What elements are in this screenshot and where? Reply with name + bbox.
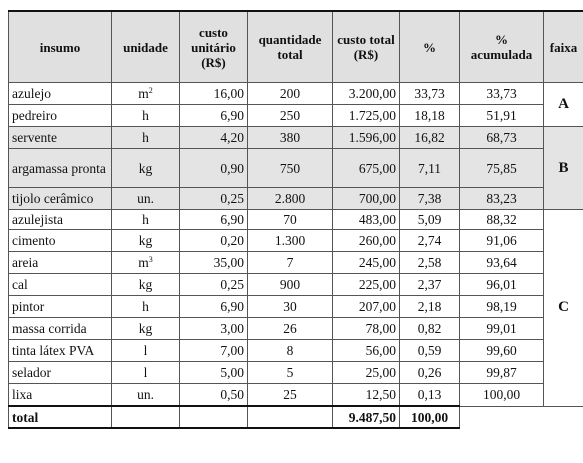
- cell-pct: 2,74: [400, 230, 460, 252]
- header-faixa: faixa: [544, 11, 583, 83]
- total-row: [9, 406, 583, 428]
- header-custo-total: custo total (R$): [333, 11, 400, 83]
- cell-pct-acum: 99,60: [460, 340, 544, 362]
- total-label: total: [9, 406, 112, 428]
- cell-pct: 5,09: [400, 210, 460, 230]
- cell-pct: 2,18: [400, 296, 460, 318]
- cell-custo-unitario: 6,90: [180, 105, 248, 127]
- cell-quantidade: 8: [248, 340, 333, 362]
- cell-pct: 7,38: [400, 188, 460, 210]
- table-row: [9, 384, 583, 407]
- cell-custo-total: 225,00: [333, 274, 400, 296]
- header-custo-unitario: custo unitário (R$): [180, 11, 248, 83]
- cell-pct: 33,73: [400, 83, 460, 105]
- cell-custo-total: 56,00: [333, 340, 400, 362]
- table-row: [9, 296, 583, 318]
- cell-pct-acum: 83,23: [460, 188, 544, 210]
- cell-quantidade: 900: [248, 274, 333, 296]
- cell-unidade: un.: [112, 384, 180, 407]
- cell-quantidade: 380: [248, 127, 333, 149]
- cell-pct-acum: 100,00: [460, 384, 544, 407]
- cell-pct-acum: 91,06: [460, 230, 544, 252]
- cell-quantidade: 70: [248, 210, 333, 230]
- cell-custo-unitario: 6,90: [180, 296, 248, 318]
- table-row: [9, 149, 583, 188]
- cell-custo-unitario: 3,00: [180, 318, 248, 340]
- cell-pct-acum: 75,85: [460, 149, 544, 188]
- total-empty-unidade: [112, 406, 180, 428]
- header-percent-acumulada: % acumulada: [460, 11, 544, 83]
- table-row: [9, 188, 583, 210]
- faixa-c: C: [544, 210, 583, 407]
- cell-custo-total: 1.596,00: [333, 127, 400, 149]
- cell-pct-acum: 99,87: [460, 362, 544, 384]
- cell-unidade: $m^2$: [112, 83, 180, 105]
- cell-insumo: massa corrida: [9, 318, 112, 340]
- total-empty-faixa: [544, 406, 583, 428]
- cell-insumo: argamassa pronta: [9, 149, 112, 188]
- cell-pct-acum: 51,91: [460, 105, 544, 127]
- table-row: [9, 230, 583, 252]
- cell-quantidade: 2.800: [248, 188, 333, 210]
- cell-custo-unitario: 6,90: [180, 210, 248, 230]
- cell-unidade: l: [112, 340, 180, 362]
- cell-insumo: areia: [9, 252, 112, 274]
- header-quantidade-total: quantidade total: [248, 11, 333, 83]
- cell-insumo: pintor: [9, 296, 112, 318]
- abc-cost-table: [8, 10, 583, 429]
- cell-unidade: h: [112, 210, 180, 230]
- total-empty-quantidade: [248, 406, 333, 428]
- cell-insumo: servente: [9, 127, 112, 149]
- cell-pct-acum: 88,32: [460, 210, 544, 230]
- cell-custo-unitario: 35,00: [180, 252, 248, 274]
- cell-pct-acum: 33,73: [460, 83, 544, 105]
- total-empty-pct-acum: [460, 406, 544, 428]
- cell-custo-unitario: 16,00: [180, 83, 248, 105]
- cell-quantidade: 26: [248, 318, 333, 340]
- cell-pct: 0,26: [400, 362, 460, 384]
- cell-quantidade: 750: [248, 149, 333, 188]
- cell-custo-total: 675,00: [333, 149, 400, 188]
- cell-insumo: tinta látex PVA: [9, 340, 112, 362]
- cell-pct: 2,58: [400, 252, 460, 274]
- cell-unidade: h: [112, 127, 180, 149]
- cell-custo-unitario: 7,00: [180, 340, 248, 362]
- cell-unidade: h: [112, 105, 180, 127]
- cell-pct-acum: 93,64: [460, 252, 544, 274]
- cell-quantidade: 7: [248, 252, 333, 274]
- cell-insumo: tijolo cerâmico: [9, 188, 112, 210]
- header-row: [9, 11, 583, 83]
- cell-custo-unitario: 0,20: [180, 230, 248, 252]
- abc-cost-table-container: [8, 10, 583, 429]
- header-insumo: insumo: [9, 11, 112, 83]
- cell-pct-acum: 98,19: [460, 296, 544, 318]
- table-row: [9, 127, 583, 149]
- table-row: [9, 318, 583, 340]
- header-percent: %: [400, 11, 460, 83]
- cell-custo-unitario: 0,50: [180, 384, 248, 407]
- cell-unidade: l: [112, 362, 180, 384]
- cell-quantidade: 200: [248, 83, 333, 105]
- cell-pct-acum: 68,73: [460, 127, 544, 149]
- cell-unidade: h: [112, 296, 180, 318]
- cell-pct: 16,82: [400, 127, 460, 149]
- cell-quantidade: 1.300: [248, 230, 333, 252]
- cell-unidade: kg: [112, 318, 180, 340]
- total-custo: 9.487,50: [333, 406, 400, 428]
- table-row: [9, 210, 583, 230]
- cell-insumo: cal: [9, 274, 112, 296]
- cell-insumo: pedreiro: [9, 105, 112, 127]
- table-row: [9, 274, 583, 296]
- cell-custo-unitario: 0,90: [180, 149, 248, 188]
- cell-quantidade: 30: [248, 296, 333, 318]
- cell-custo-total: 245,00: [333, 252, 400, 274]
- cell-pct: 18,18: [400, 105, 460, 127]
- cell-custo-total: 207,00: [333, 296, 400, 318]
- cell-pct: 7,11: [400, 149, 460, 188]
- cell-pct: 0,13: [400, 384, 460, 407]
- table-row: [9, 105, 583, 127]
- cell-custo-total: 483,00: [333, 210, 400, 230]
- cell-insumo: azulejo: [9, 83, 112, 105]
- cell-custo-unitario: 0,25: [180, 188, 248, 210]
- cell-pct: 0,59: [400, 340, 460, 362]
- cell-insumo: selador: [9, 362, 112, 384]
- cell-custo-total: 3.200,00: [333, 83, 400, 105]
- cell-custo-total: 12,50: [333, 384, 400, 407]
- table-row: [9, 340, 583, 362]
- table-row: [9, 83, 583, 105]
- cell-quantidade: 25: [248, 384, 333, 407]
- cell-custo-unitario: 5,00: [180, 362, 248, 384]
- cell-unidade: $m^3$: [112, 252, 180, 274]
- cell-custo-unitario: 4,20: [180, 127, 248, 149]
- cell-insumo: lixa: [9, 384, 112, 407]
- cell-unidade: kg: [112, 230, 180, 252]
- cell-pct-acum: 96,01: [460, 274, 544, 296]
- faixa-b: B: [544, 127, 583, 210]
- cell-unidade: un.: [112, 188, 180, 210]
- cell-insumo: azulejista: [9, 210, 112, 230]
- total-pct: 100,00: [400, 406, 460, 428]
- cell-custo-total: 25,00: [333, 362, 400, 384]
- cell-unidade: kg: [112, 274, 180, 296]
- total-empty-custo-unitario: [180, 406, 248, 428]
- cell-quantidade: 250: [248, 105, 333, 127]
- cell-unidade: kg: [112, 149, 180, 188]
- cell-pct-acum: 99,01: [460, 318, 544, 340]
- faixa-a: A: [544, 83, 583, 127]
- cell-pct: 0,82: [400, 318, 460, 340]
- cell-quantidade: 5: [248, 362, 333, 384]
- cell-custo-unitario: 0,25: [180, 274, 248, 296]
- cell-custo-total: 1.725,00: [333, 105, 400, 127]
- cell-insumo: cimento: [9, 230, 112, 252]
- cell-custo-total: 78,00: [333, 318, 400, 340]
- header-unidade: unidade: [112, 11, 180, 83]
- table-row: [9, 362, 583, 384]
- cell-custo-total: 700,00: [333, 188, 400, 210]
- table-row: [9, 252, 583, 274]
- cell-pct: 2,37: [400, 274, 460, 296]
- cell-custo-total: 260,00: [333, 230, 400, 252]
